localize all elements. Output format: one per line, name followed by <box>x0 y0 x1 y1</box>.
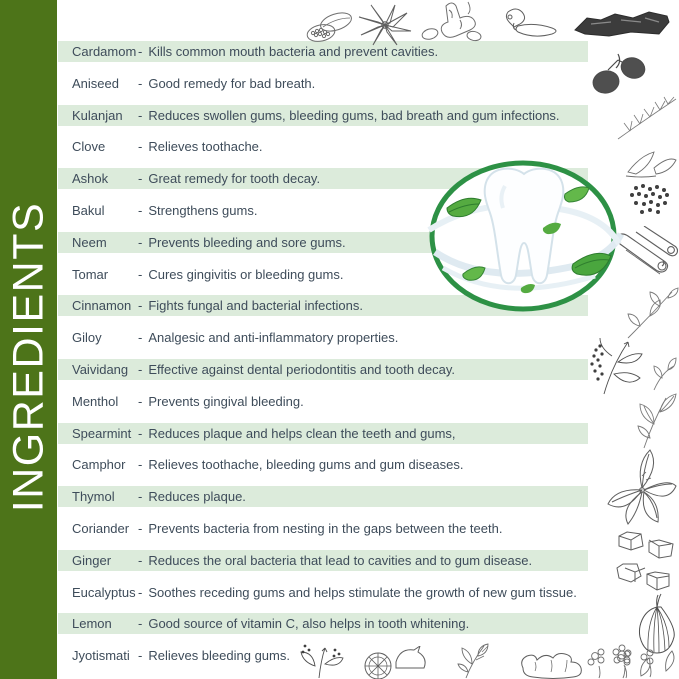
dash-separator: - <box>138 361 143 377</box>
ingredient-name: Kulanjan <box>72 107 123 123</box>
ingredient-description: Prevents gingival bleeding. <box>148 393 304 409</box>
dash-separator: - <box>138 298 143 314</box>
ingredient-description: Reduces plaque and helps clean the teeth and gums, <box>148 425 456 441</box>
ingredient-description: Reduces swollen gums, bleeding gums, bad breath and gum infections. <box>148 107 560 123</box>
ingredient-description: Great remedy for tooth decay. <box>148 171 321 187</box>
ingredient-description: Prevents bleeding and sore gums. <box>148 234 346 250</box>
ingredient-name: Clove <box>72 139 106 155</box>
ingredient-name: Spearmint <box>72 425 132 441</box>
ingredient-description: Good source of vitamin C, also helps in tooth whitening. <box>148 616 470 632</box>
ingredient-description: Soothes receding gums and helps stimulate the growth of new gum tissue. <box>148 584 577 600</box>
bark-icon <box>571 8 673 40</box>
cacao-pods-icon <box>303 10 355 44</box>
page-title: INGREDIENTS <box>4 201 52 513</box>
ingredient-name: Bakul <box>72 202 105 218</box>
dash-separator: - <box>138 648 143 664</box>
ingredient-name: Camphor <box>72 457 126 473</box>
ingredient-name: Giloy <box>72 330 102 346</box>
star-anise-icon <box>357 3 413 47</box>
ingredient-name: Tomar <box>72 266 109 282</box>
ingredient-description: Good remedy for bad breath. <box>148 75 316 91</box>
ingredient-name: Menthol <box>72 393 119 409</box>
ingredient-row <box>58 391 588 412</box>
dash-separator: - <box>138 616 143 632</box>
dash-separator: - <box>138 425 143 441</box>
ingredients-list <box>58 41 588 677</box>
ingredient-row <box>58 359 588 380</box>
dash-separator: - <box>138 330 143 346</box>
ingredient-description: Relieves bleeding gums. <box>148 648 290 664</box>
ingredient-row <box>58 41 588 62</box>
ingredient-name: Lemon <box>72 616 112 632</box>
ginger-root-icon <box>513 650 591 679</box>
ingredient-description: Cures gingivitis or bleeding gums. <box>148 266 344 282</box>
ingredient-name: Coriander <box>72 520 130 536</box>
ingredient-name: Vaividang <box>72 361 129 377</box>
dash-separator: - <box>138 75 143 91</box>
dash-separator: - <box>138 107 143 123</box>
ingredient-description: Relieves toothache. <box>148 139 263 155</box>
ingredient-name: Cardamom <box>72 44 137 59</box>
dash-separator: - <box>138 171 143 187</box>
camphor-cubes-icon <box>611 528 679 598</box>
ingredient-description: Analgesic and anti-inflammatory properties. <box>148 330 399 346</box>
dash-separator: - <box>138 44 143 59</box>
herb-sprig-icon <box>436 642 498 679</box>
dash-separator: - <box>138 234 143 250</box>
sidebar-banner <box>0 0 57 679</box>
ingredient-description: Relieves toothache, bleeding gums and gum diseases. <box>148 457 464 473</box>
clove-icon <box>494 6 562 42</box>
ingredient-name: Aniseed <box>72 75 119 91</box>
ingredient-description: Kills common mouth bacteria and prevent cavities. <box>148 44 439 59</box>
dash-separator: - <box>138 552 143 568</box>
dash-separator: - <box>138 520 143 536</box>
mint-leaves-icon <box>636 390 679 452</box>
dash-separator: - <box>138 393 143 409</box>
fern-icon <box>616 93 679 143</box>
ingredient-description: Strengthens gums. <box>148 202 258 218</box>
dash-separator: - <box>138 266 143 282</box>
dash-separator: - <box>138 584 143 600</box>
dash-separator: - <box>138 489 143 505</box>
ingredient-row <box>58 136 588 157</box>
basil-cluster-icon <box>606 446 679 530</box>
dash-separator: - <box>138 457 143 473</box>
ingredient-name: Eucalyptus <box>72 584 136 600</box>
ingredient-row <box>58 550 588 571</box>
cinnamon-sticks-icon <box>616 226 679 288</box>
bottom-flowers-icon <box>583 646 655 679</box>
dash-separator: - <box>138 202 143 218</box>
dash-separator: - <box>138 139 143 155</box>
ingredient-row <box>58 73 588 94</box>
ingredient-name: Thymol <box>72 489 115 505</box>
ingredient-name: Ashok <box>72 171 109 187</box>
ingredient-description: Reduces plaque. <box>148 489 246 505</box>
dark-berries-icon <box>588 52 650 98</box>
small-tulsi-icon <box>291 642 349 679</box>
ingredient-row <box>58 613 588 634</box>
tulsi-sprig-icon <box>584 336 679 396</box>
tooth-with-leaves-icon <box>425 156 625 328</box>
ingredient-description: Prevents bacteria from nesting in the gaps between the teeth. <box>148 520 503 536</box>
leaf-branch-icon <box>622 286 679 342</box>
ingredient-row <box>58 486 588 507</box>
elderberry-icon <box>620 146 679 218</box>
ingredient-row <box>58 454 588 475</box>
ingredient-description: Effective against dental periodontitis and tooth decay. <box>148 361 456 377</box>
ingredient-row <box>58 327 588 348</box>
ingredient-row <box>58 582 588 603</box>
ingredient-description: Fights fungal and bacterial infections. <box>148 298 363 314</box>
ingredient-description: Reduces the oral bacteria that lead to cavities and to gum disease. <box>148 552 533 568</box>
ingredient-name: Cinnamon <box>72 298 132 314</box>
ingredient-name: Jyotismati <box>72 648 130 664</box>
turmeric-root-icon <box>416 0 488 46</box>
ingredient-name: Neem <box>72 234 107 250</box>
ingredient-row <box>58 105 588 126</box>
ingredient-name: Ginger <box>72 552 112 568</box>
lemon-icon <box>356 646 438 679</box>
ingredient-row <box>58 518 588 539</box>
ingredient-row <box>58 423 588 444</box>
